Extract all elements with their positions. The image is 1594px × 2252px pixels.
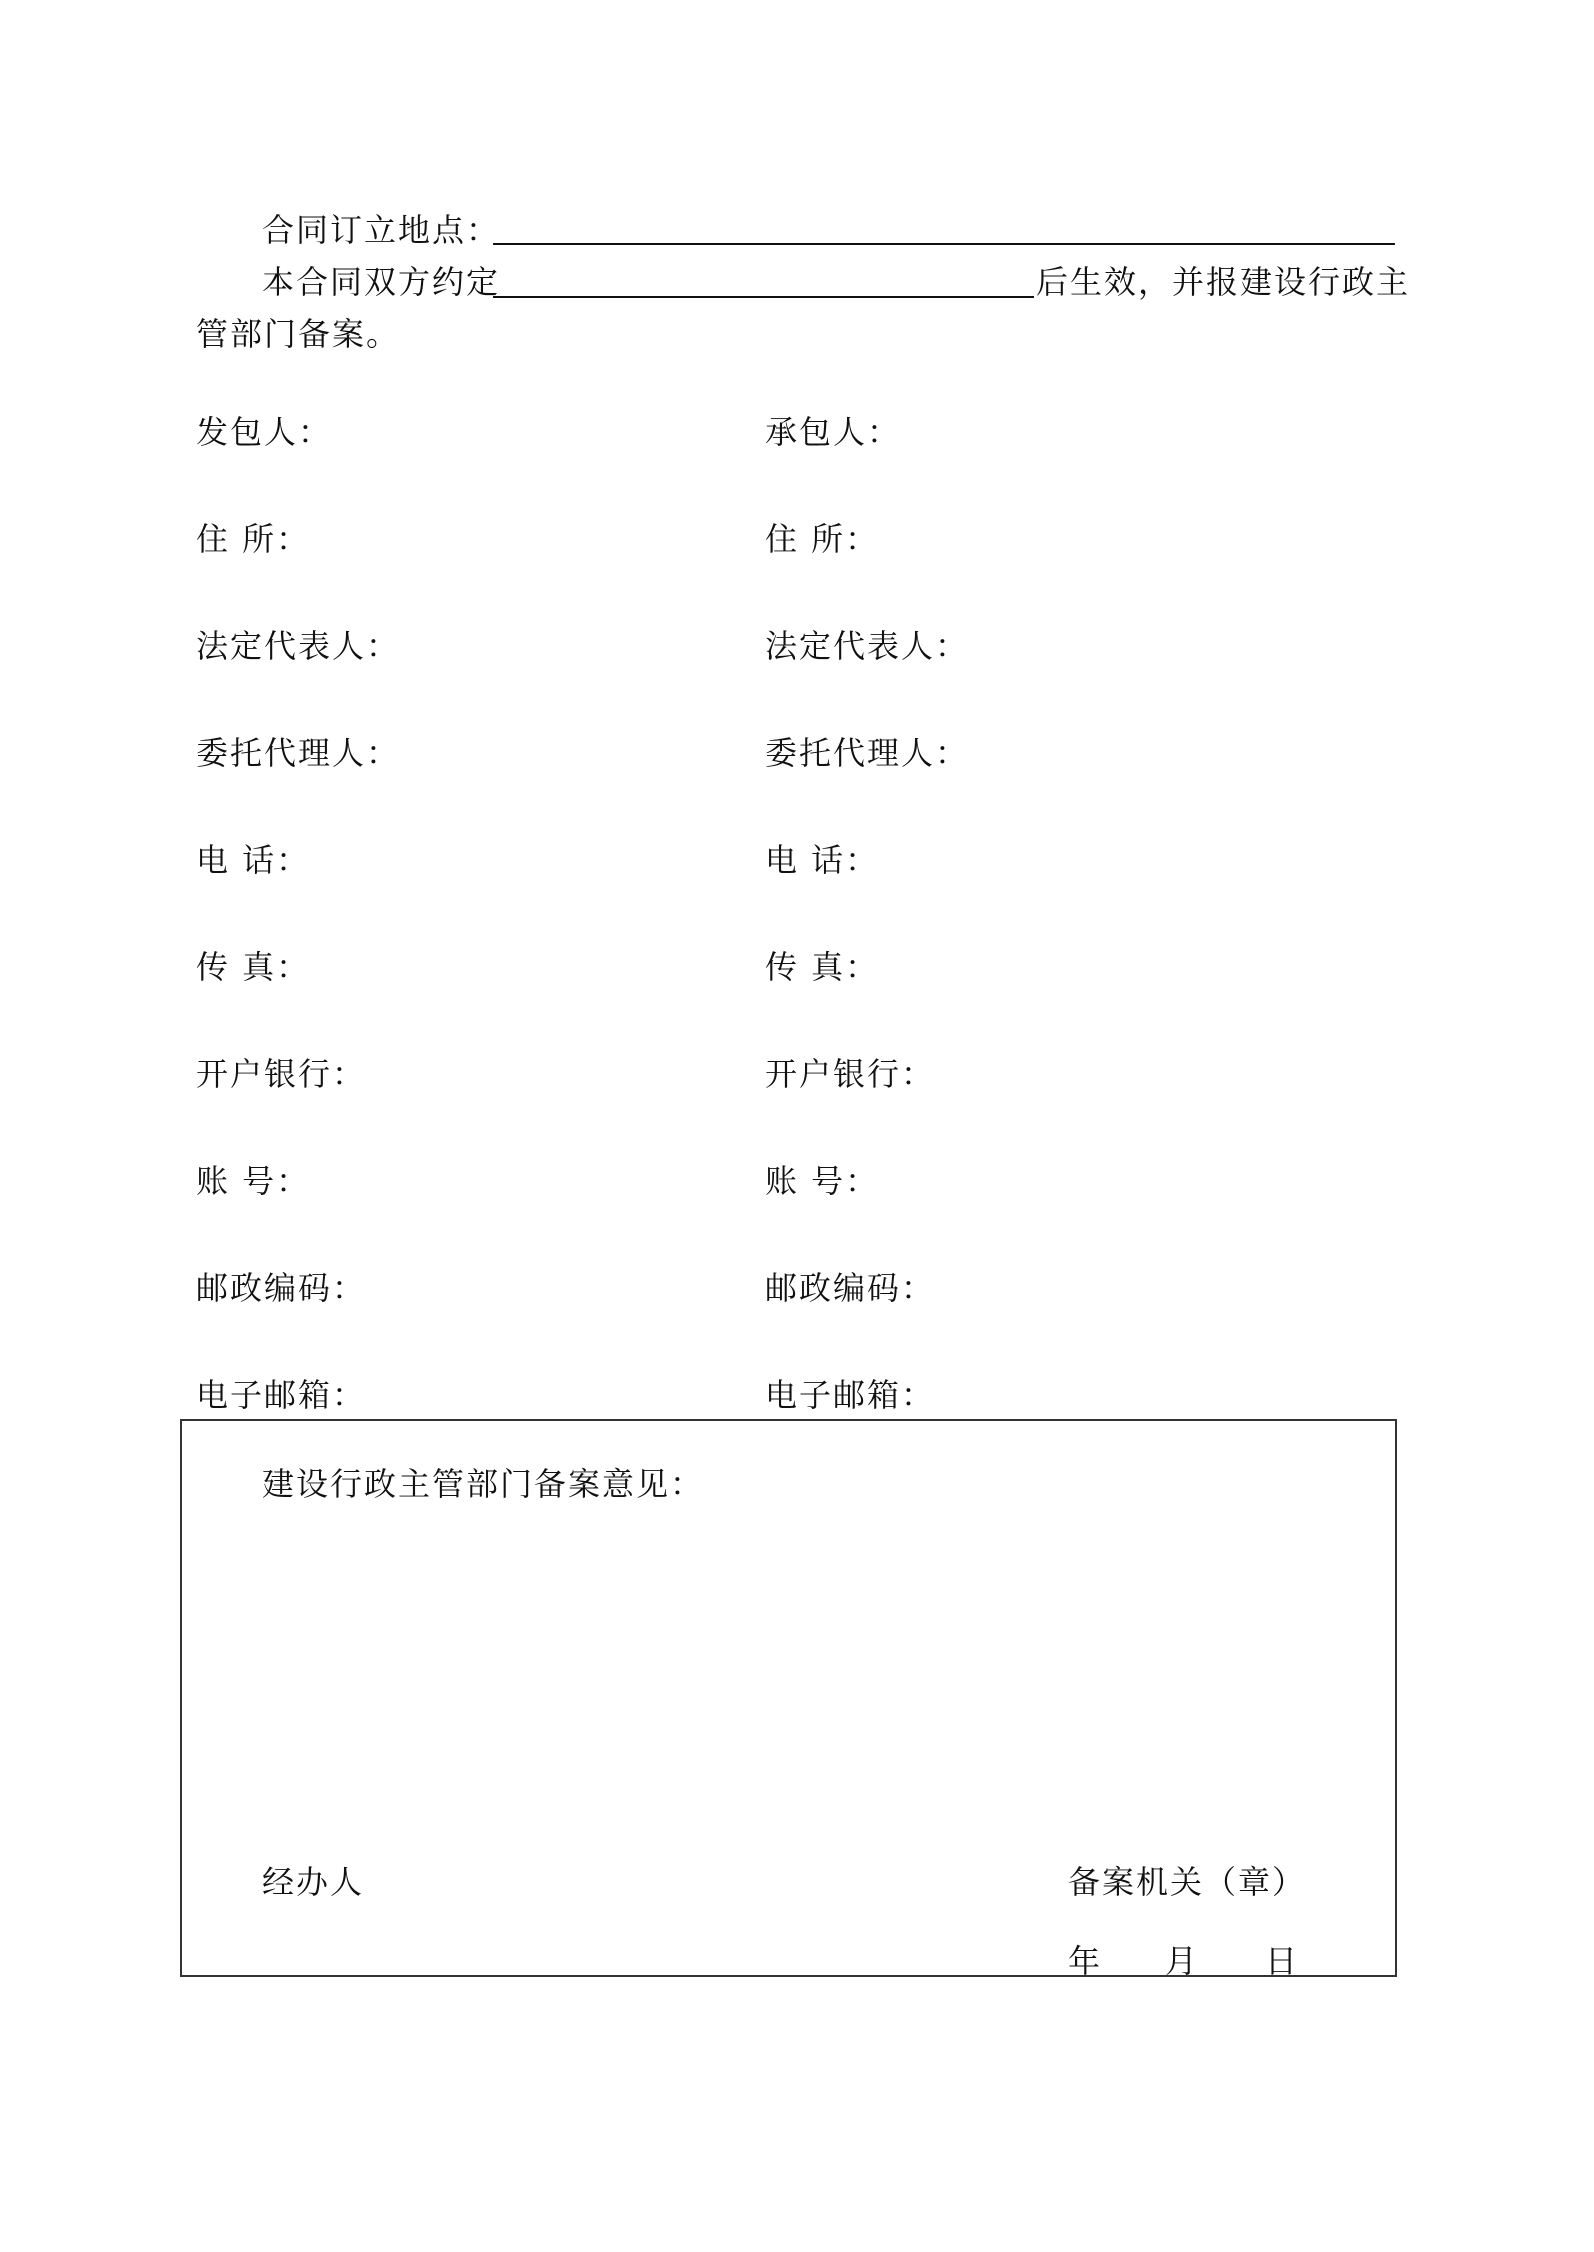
employer-bank: 开户银行：: [196, 1055, 367, 1093]
employer-account: 账 号：: [196, 1162, 311, 1200]
filing-date-month: 月: [1165, 1942, 1200, 1980]
contractor-fax: 传 真：: [765, 948, 880, 986]
employer-title: 发包人：: [196, 413, 333, 451]
contractor-email: 电子邮箱：: [765, 1376, 936, 1414]
contract-place-blank[interactable]: [493, 243, 1395, 245]
contractor-agent: 委托代理人：: [765, 734, 970, 772]
contractor-title: 承包人：: [765, 413, 902, 451]
employer-address: 住 所：: [196, 520, 311, 558]
filing-authority-label: 备案机关（章）: [1068, 1863, 1307, 1901]
contractor-legal-rep: 法定代表人：: [765, 627, 970, 665]
filing-date-day: 日: [1265, 1942, 1300, 1980]
employer-fax: 传 真：: [196, 948, 311, 986]
employer-phone: 电 话：: [196, 841, 311, 879]
contractor-phone: 电 话：: [765, 841, 880, 879]
employer-postcode: 邮政编码：: [196, 1269, 367, 1307]
effective-suffix: 后生效，并报建设行政主: [1036, 263, 1411, 301]
contractor-address: 住 所：: [765, 520, 880, 558]
filing-date-year: 年: [1068, 1942, 1103, 1980]
effective-continuation: 管部门备案。: [196, 315, 401, 353]
contractor-bank: 开户银行：: [765, 1055, 936, 1093]
effective-prefix: 本合同双方约定: [262, 263, 501, 301]
contractor-postcode: 邮政编码：: [765, 1269, 936, 1307]
employer-agent: 委托代理人：: [196, 734, 401, 772]
employer-email: 电子邮箱：: [196, 1376, 367, 1414]
contract-place-label: 合同订立地点：: [262, 211, 501, 249]
contractor-account: 账 号：: [765, 1162, 880, 1200]
effective-condition-blank[interactable]: [493, 296, 1034, 298]
filing-opinion-label: 建设行政主管部门备案意见：: [262, 1465, 705, 1503]
employer-legal-rep: 法定代表人：: [196, 627, 401, 665]
filing-handler-label: 经办人: [262, 1863, 365, 1901]
